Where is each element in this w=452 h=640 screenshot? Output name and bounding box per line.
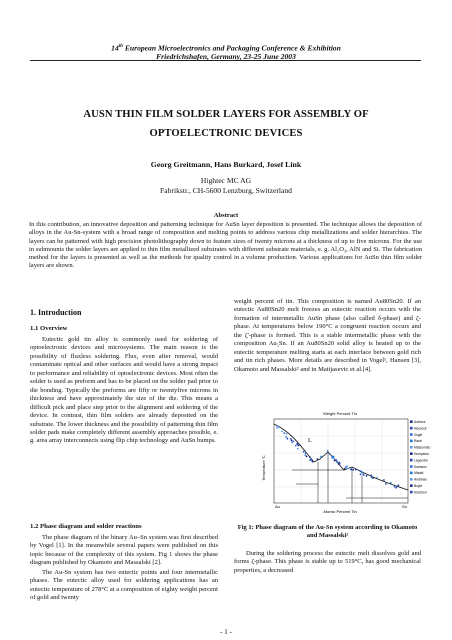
figure-data-point [309,456,311,458]
figure-data-point [291,441,293,443]
legend-marker [410,465,413,468]
figure-data-point [359,470,361,472]
affiliation-address: Fabrikstr., CH-5600 Lenzburg, Switzerland [160,186,292,195]
figure-data-point [346,465,348,467]
paper-title-line1: AUSN THIN FILM SOLDER LAYERS FOR ASSEMBLY OF [83,109,369,120]
figure-y-axis-label: Temperature °C [262,455,266,481]
legend-marker [410,491,413,494]
legend-entry: Humpston [414,452,430,456]
legend-marker [410,472,413,475]
figure-data-point [395,487,397,489]
phase-diagram-figure [262,410,431,514]
legend-marker [410,446,413,449]
legend-marker [410,420,413,423]
figure-data-point [317,458,319,460]
figure-data-point [334,460,336,462]
figure-data-point [338,462,340,464]
figure-data-point [390,482,392,484]
figure-data-point [297,448,299,450]
conference-header-line1: 14th European Microelectronics and Packaging Conference & Exhibition [111,43,341,53]
legend-entry: Andrews [414,477,427,482]
legend-entry: Heycock [414,426,427,431]
abstract-text: In this contribution, an innovative deposition and patterning technique for AuSn layer deposition is presented. The technique allows the deposition of alloys in the Au-Sn-system with a broad range of composition and melting points to address various chip metallizations and solder hierarchies. The layers can be patterned with high precision photolithography down to feature sizes of twenty microns at a thickness of up to five microns. For the use in submounts the solder layers are applied to thin film metallized substrates with different substrate materials, e. g. Al₂O₃, AlN and Si. The fabrication method for the layers is presented as well as the methods for quality control in a volume production. Various applications for AuSn thin film solder layers are shown. [29,221,422,270]
legend-marker [410,478,413,481]
figure-data-point [394,486,396,488]
affiliation-company: Hightec MC AG [200,176,252,185]
figure-data-point [296,443,298,445]
paragraph-soldering-process: During the soldering process the eutectic melt dissolves gold and forms ζ-phase. This phase is stable up to 519°C, has good mechanical properties, a decreased [234,550,421,574]
figure-data-point [285,436,287,438]
figure-data-point [366,475,368,477]
paragraph-eutectic: The Au-Sn system has two eutectic points and four intermetallic phases. The eutectic alloy used for soldering applications has an eutectic temperature of 278°C at a composition of eighty weight percent of gold and twenty [30,568,218,602]
figure-data-point [371,477,373,479]
figure-data-point [311,459,313,461]
header-rule [30,60,421,61]
figure-sn-label: Sn [402,504,407,509]
figure-data-point [344,468,346,470]
figure-data-point [336,461,338,463]
paper-title-line2: OPTOELECTRONIC DEVICES [149,128,303,139]
legend-entry: Misaki [414,471,424,476]
figure-data-point [329,453,331,455]
figure-data-point [347,467,349,469]
figure-data-point [355,469,357,471]
left-column-phase [30,534,218,603]
figure-data-point [361,472,363,474]
figure-data-point [295,445,297,447]
figure-data-point [363,474,365,476]
legend-marker [410,433,413,436]
figure-data-point [335,459,337,461]
figure-data-point [327,450,329,452]
left-column-overview [30,336,218,446]
subsection-heading-overview: 1.1 Overview [30,325,68,332]
figure-data-point [312,461,314,463]
figure-data-point [370,474,372,476]
figure-data-point [350,469,352,471]
figure-data-point [376,477,378,479]
figure-data-point [333,457,335,459]
figure-data-point [385,483,387,485]
author-list: Georg Greitmann, Hans Burkard, Josef Link [150,160,302,169]
subsection-heading-phase-diagram: 1.2 Phase diagram and solder reactions [30,523,142,530]
legend-marker [410,427,413,430]
legend-entry: Authors [414,420,426,424]
legend-entry: Raub [414,439,422,444]
legend-entry: Legendre [414,458,428,463]
legend-marker [410,459,413,462]
figure-data-point [276,425,278,427]
legend-entry: Vogel [414,432,423,437]
figure-data-point [286,433,288,435]
legend-marker [410,484,413,487]
figure-data-point [303,451,305,453]
figure-data-point [281,430,283,432]
conference-header-line2: Friedrichshafen, Germany, 23-25 June 2003 [156,52,296,61]
figure-caption: Fig 1: Phase diagram of the Au-Sn system according to Okamoto and Massalski² [237,524,418,540]
legend-marker [410,452,413,455]
page-number: - 1 - [220,628,232,636]
figure-data-point [360,474,362,476]
section-heading-introduction: 1. Introduction [30,308,82,317]
figure-data-point [397,485,399,487]
figure-data-point [291,440,293,442]
figure-data-point [352,469,354,471]
figure-data-point [383,479,385,481]
paragraph-overview: Eutectic gold tin alloy is commonly used for soldering of optoelectronic devices and microsystems. The main reason is the possibility of fluxless soldering. Flux, even after removal, would contaminate optical and other surfaces and would have a strong impact to performance and reliability of optoelectronic devices. Most often the solder is used as preform and has to be placed on the solder pad prior to die bonding. Typically the preforms are fifty or twentyfive microns in thickness and have approximately the size of the die. This means a difficult pick and place step prior to the alignment and soldering of the device. In contrast, thin film solders are already deposited on the substrate. The lower thickness and the possibility of patterning thin film solder pads make completely different assembly approaches possible, e. g. area array interconnects using flip chip technology and AuSn bumps. [30,336,218,445]
figure-top-axis-label: Weight Percent Tin [323,411,357,416]
right-column-bottom [234,550,421,575]
legend-marker [410,440,413,443]
legend-entry: Matsumoto [414,445,431,450]
legend-entry: Karlsson [414,464,427,469]
figure-data-point [276,427,278,429]
figure-liquid-region-label: L [308,438,312,444]
legend-entry: Boyle [414,484,423,488]
figure-data-point [309,459,311,461]
figure-data-point [278,427,280,429]
figure-data-point [287,438,289,440]
paragraph-au80sn20: weight percent of tin. This composition is named Au80Sn20. If an eutectic Au80Sn20 melt freezes an eutectic reaction occurs with the formation of intermetallic AuSn phase (also called δ-phase) and ζ-phase. At temperatures below 190°C a congruent reaction occurs and the ζ'-phase is formed. This is a stable intermetallic phase with the composition Au₅Sn. If an Au80Sn20 solid alloy is heated up to the eutectic temperature melting starts at each interface between gold rich and tin rich phases. More details are described in Vogel¹, Hansen [3], Okamoto and Massalski² and in Matijasevic et al.[4]. [234,298,421,373]
figure-data-point [283,432,285,434]
abstract-heading: Abstract [213,212,239,219]
figure-bottom-axis-label: Atomic Percent Tin [323,509,357,514]
right-column-top [234,298,421,374]
figure-au-label: Au [275,504,280,509]
figure-data-point [305,454,307,456]
paragraph-phase-intro: The phase diagram of the binary Au–Sn system was first described by Vogel [1]. In the meanwhile several papers were published on this topic because of the complexity of this system. Fig 1 shows the phase diagram published by Okamoto and Massalski [2]. [30,534,218,567]
figure-data-point [320,456,322,458]
legend-entry: Kirschen [414,490,427,495]
figure-data-point [305,452,307,454]
